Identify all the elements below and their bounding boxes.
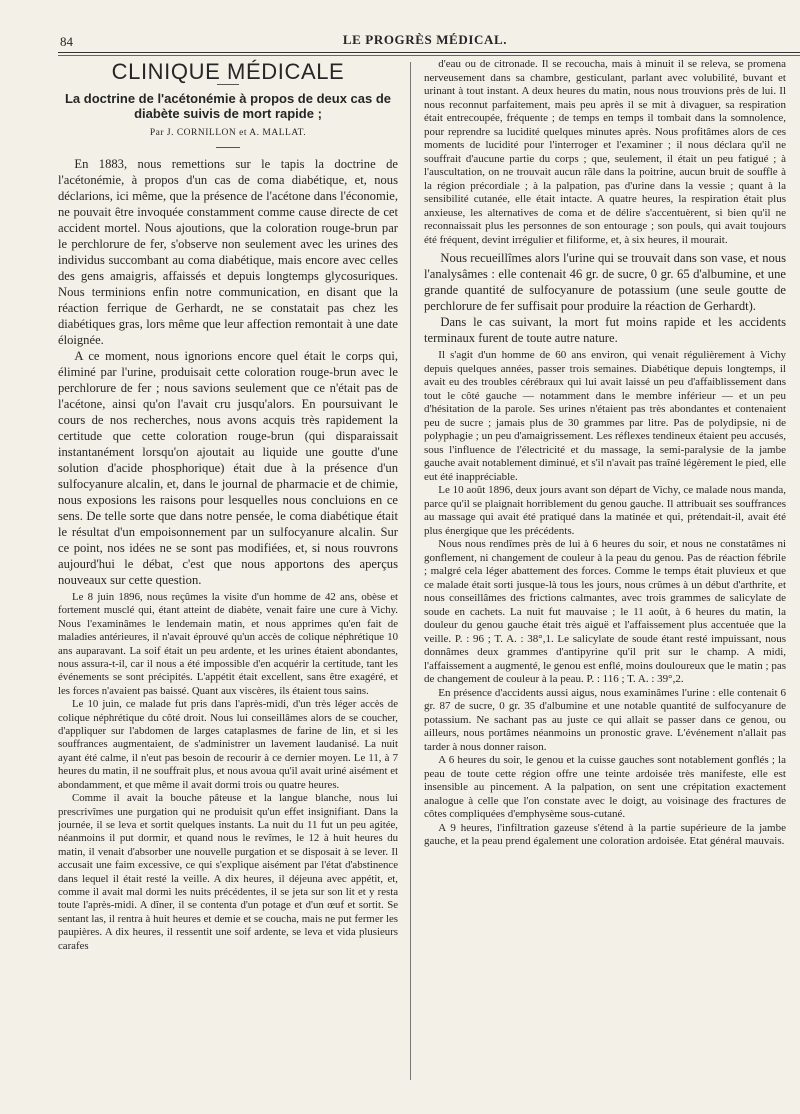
paragraph: Le 10 août 1896, deux jours avant son départ de Vichy, ce malade nous manda, parce qu'il se plaignait horriblement du genou gauche. Il attribuait ses souffrances au massage qui avait été pratiqué dans la matinée et qui, prétendait-il, avait été plus énergique que les précédents. [424, 484, 786, 537]
paragraph: Dans le cas suivant, la mort fut moins rapide et les accidents terminaux furent de toute autre nature. [424, 315, 786, 345]
header-rule-thin [58, 55, 800, 56]
page-header [60, 30, 790, 52]
paragraph: d'eau ou de citronade. Il se recoucha, mais à minuit il se releva, se promena nerveusement dans sa chambre, gesticulant, parlant avec volubilité, buvant et urinant à tout instant. A deux heures du matin, nous nous trouvions près de lui. Il nous reconnut parfaitement, mais peu après il se mit à divaguer, sa respiration était entrecoupée, fréquente ; de temps en temps il tombait dans la somnolence, pour reprendre sa lucidité quelques minutes après. Nous profitâmes alors de ces moments de lucidité pour l'interroger et l'examiner ; il nous déclara qu'il ne souffrait d'aucune partie du corps ; que, seulement, il était un peu fatigué ; à l'auscultation, on ne trouvait aucun râle dans la poitrine, aucun bruit de souffle à la région précordiale ; à la palpation, pas d'urine dans la vessie ; quant à la sensibilité cutanée, elle était intacte. A quatre heures, la respiration était plus anxieuse, les alternatives de coma et de délire s'accentuèrent, si bien qu'il ne reconnaissait plus les personnes de son entourage ; son pouls, qui avait toujours été fréquent, devint irrégulier et filiforme, et, à six heures, il mourait. [424, 58, 786, 246]
paragraph: A 9 heures, l'infiltration gazeuse s'étend à la partie supérieure de la jambe gauche, et la peau prend également une coloration ardoisée. Etat général mauvais. [424, 821, 786, 847]
paragraph: En présence d'accidents aussi aigus, nous examinâmes l'urine : elle contenait 6 gr. 87 de sucre, 0 gr. 35 d'albumine et une notable quantité de sulfocyanure de potassium. Ne sachant pas au juste ce qui allait se passer dans ce genou, ou ailleurs, nous portâmes néanmoins un pronostic grave. L'événement n'allait pas tarder à nous donner raison. [424, 686, 786, 753]
right-column [424, 58, 786, 1084]
page-number: 84 [60, 34, 73, 49]
paragraph: Nous recueillîmes alors l'urine qui se trouvait dans son vase, et nous l'analysâmes : elle contenait 46 gr. de sucre, 0 gr. 65 d'albumine, et une grande quantité de sulfocyanure de potassium (une seule goutte de perchlorure de fer suffisait pour produire la réaction de Gerhardt). [424, 251, 786, 313]
title-rule [217, 84, 239, 85]
paragraph: A ce moment, nous ignorions encore quel était le corps qui, éliminé par l'urine, produisait cette coloration rouge-brun avec le perchlorure de fer ; nous savions seulement que ce n'était pas de l'acétone, ainsi qu'on l'avait cru jusqu'alors. En poursuivant le cours de nos recherches, nous avons acquis très rapidement la certitude que cette coloration rouge-brun (qui disparaissait instantanément lorsqu'on ajoutait au liquide une goutte d'une solution d'acide phosphorique) était due à la présence d'un sulfocyanure alcalin, et, dans le journal de pharmacie et de chimie, nous exposions les raisons pour lesquelles nous concluions en ce sens. De telle sorte que dans notre pensée, le coma diabétique était le résultat d'un empoisonnement par un sulfocyanure alcalin. Sur ce point, nos idées ne se sont pas modifiées, et, si nous rouvrons aujourd'hui le débat, c'est que nous apportons des aperçus nouveaux sur cette question. [58, 349, 398, 587]
byline: Par J. CORNILLON et A. MALLAT. [149, 128, 307, 138]
running-title: LE PROGRÈS MÉDICAL. [342, 32, 508, 47]
column-divider [410, 62, 411, 1080]
paragraph: Le 10 juin, ce malade fut pris dans l'après-midi, d'un très léger accès de colique néphrétique du côté droit. Nous lui conseillâmes alors de se coucher, d'appliquer sur l'abdomen de larges cataplasmes de farine de lin, et si les souffrances augmentaient, de s'administrer un lavement laudanisé. La nuit ayant été calme, il n'eut pas besoin de recourir à ce dernier moyen. Le 11, à 7 heures du matin, il ne souffrait plus, et nous avoua qu'il avait uriné aisément et abondamment, et que même il avait dormi trois ou quatre heures. [58, 698, 398, 791]
section-title: CLINIQUE MÉDICALE [111, 59, 345, 84]
paragraph: Comme il avait la bouche pâteuse et la langue blanche, nous lui prescrivîmes une purgation qui ne produisit qu'un effet insignifiant. Dans la journée, il se leva et sortit quelques instants. La nuit du 11 fut un peu agitée, néanmoins il put dormir, et quand nous le revîmes, le 12 à huit heures du matin, il venait d'absorber une nouvelle purgation et se disposait à se lever. Il accusait une faim excessive, ce qui s'explique aisément par l'état d'abstinence dans lequel il était resté la veille. A dix heures, il déjeuna avec appétit, et, comme il avait mal dormi les nuits précédentes, il se jeta sur son lit et y resta toute l'après-midi. A dîner, il se contenta d'un potage et d'un œuf et sortit. Se sentant las, il rentra à huit heures et demie et se coucha, mais ne put fermer les paupières. A dix heures, il ressentit une soif ardente, se leva et vida plusieurs carafes [58, 792, 398, 952]
left-column [58, 58, 398, 1084]
paragraph: Il s'agit d'un homme de 60 ans environ, qui venait régulièrement à Vichy depuis quelques années, passer trois semaines. Diabétique depuis longtemps, il avait eu des troubles cérébraux qui lui avait laissé un peu d'affaiblissement dans tout le côté gauche — notamment dans le membre inférieur — et un peu d'hésitation de la parole. Ses urines n'étaient pas très abondantes et contenaient peu de sucre ; jamais plus de 30 grammes par litre. Pas de polydipsie, ni de polyphagie ; un peu d'amaigrissement. Les réflexes tendineux étaient peu accusés, sous l'influence de l'électricité et du massage, la semi-paralysie de la jambe gauche avait notablement diminué, et s'il n'avait pas traîné légèrement le pied, elle eut été inappréciable. [424, 349, 786, 483]
header-rule [58, 52, 800, 53]
paragraph: A 6 heures du soir, le genou et la cuisse gauches sont notablement gonflés ; la peau de toute cette région offre une teinte ardoisée très manifeste, elle est insensible au pincement. A la palpation, on sent une crépitation exactement analogue à celle que l'on constate avec le doigt, au voisinage des fractures de côtes compliquées d'emphysème sous-cutané. [424, 754, 786, 820]
paragraph: En 1883, nous remettions sur le tapis la doctrine de l'acétonémie, à propos d'un cas de coma diabétique, et, nous déclarions, ici même, que la présence de l'acétone dans l'économie, ne pouvait être invoquée constamment comme cause directe de cet accident mortel. Nous ajoutions, que la coloration rouge-brun par le perchlorure de fer, s'observe non seulement avec les urines des individus succombant au coma diabétique, mais encore avec celles des gens amaigris, affaissés et depuis longtemps glycosuriques. Nous terminions enfin notre communication, en disant que la réaction ferrique de Gerhardt, ne se constatait pas chez les diabétiques gras, lors même que leur affection remontait à une date éloignée. [58, 157, 398, 347]
paragraph: Le 8 juin 1896, nous reçûmes la visite d'un homme de 42 ans, obèse et fortement musclé qui, étant atteint de diabète, venait faire une cure à Vichy. Nous l'examinâmes le lendemain matin, et nous apprimes qu'en fait de maladies antérieures, il n'avait éprouvé qu'un accès de colique néphrétique 10 ans auparavant. La soif était un peu ardente, et les urines étaient abondantes, nous assura-t-il, car il nous a été impossible d'en acquérir la certitude, tant les événements se sont précipités. L'appétit était excellent, sans être exagéré, et les forces n'avaient pas baissé. Quant aux viscères, ils étaient tous sains. [58, 591, 398, 697]
paragraph: Nous nous rendîmes près de lui à 6 heures du soir, et nous ne constatâmes ni gonflement, ni changement de couleur à la peau du genou. Pas de réaction fébrile ; malgré cela léger abattement des forces. Comme le temps était pluvieux et que ce malade était sorti jusque-là tous les jours, nous crûmes à un début d'arthrite, et nous conseillâmes des frictions calmantes, avec trois grammes de salicylate de soude en cachets. La nuit fut mauvaise ; le 11 août, à 6 heures du matin, la douleur du genou gauche était très aiguë et l'affaissement plus accentuée que la veille. P. : 96 ; T. A. : 38°,1. Le salicylate de soude étant resté impuissant, nous donnâmes deux grammes d'antipyrine qu'il prit sur le champ. A midi, l'affaissement a augmenté, le genou est enflé, moins douloureux que le matin ; pas de changement de couleur à la peau. P. : 116 ; T. A. : 39°,2. [424, 538, 786, 685]
byline-rule [216, 147, 240, 148]
article-title: La doctrine de l'acétonémie à propos de deux cas de diabète suivis de mort rapide ; [64, 91, 392, 121]
